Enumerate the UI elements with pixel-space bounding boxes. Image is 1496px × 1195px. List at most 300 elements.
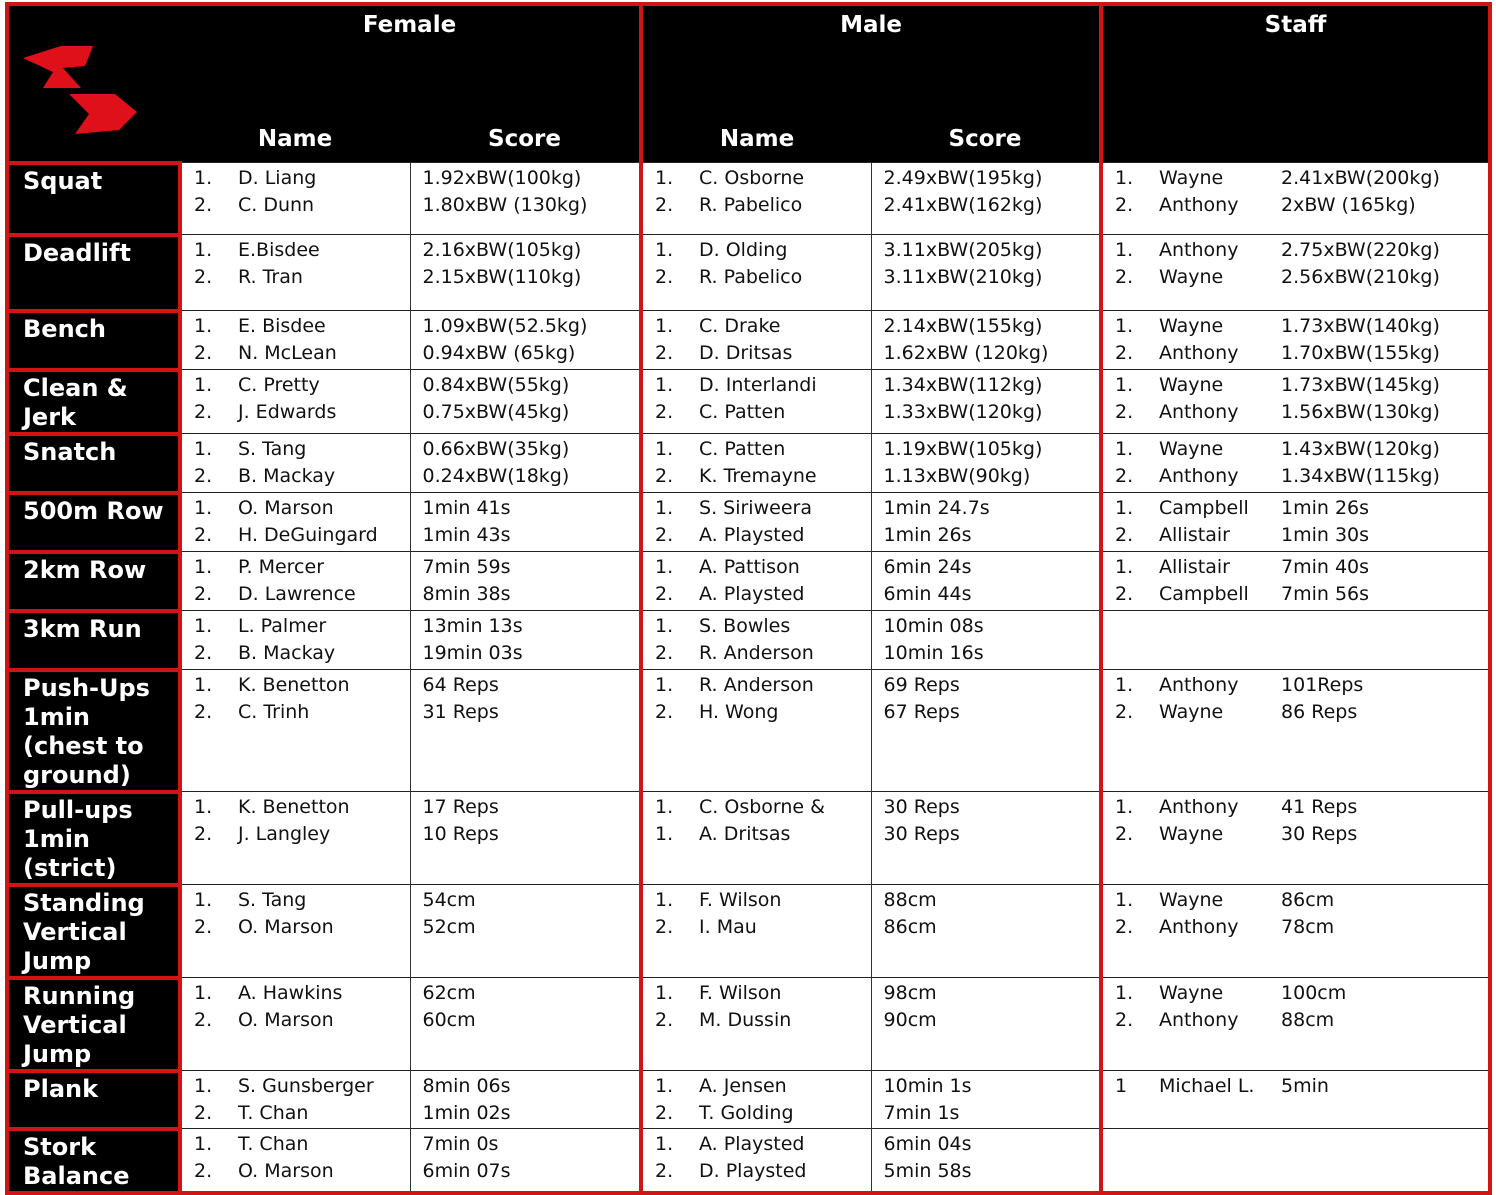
rank-number: 2. <box>194 916 213 938</box>
staff-score: 86cm <box>1281 889 1335 911</box>
athlete-score: 88cm <box>883 889 937 911</box>
list-item <box>643 821 871 848</box>
female-name-cell <box>180 493 410 552</box>
staff-score: 2.75xBW(220kg) <box>1281 239 1440 261</box>
staff-group-header: Staff <box>1101 4 1490 163</box>
athlete-name: C. Pretty <box>238 374 320 396</box>
staff-name: Wayne <box>1159 374 1224 396</box>
category-cell <box>7 235 180 311</box>
athlete-score: 52cm <box>422 916 476 938</box>
athlete-score: 6min 24s <box>883 556 972 578</box>
athlete-score: 6min 07s <box>422 1160 511 1182</box>
athlete-score: 0.84xBW(55kg) <box>422 374 570 396</box>
category-label: ground) <box>23 760 131 789</box>
list-item <box>872 672 1100 699</box>
rank-number: 1. <box>1115 167 1134 189</box>
rank-number: 1. <box>194 982 213 1004</box>
rank-number: 2. <box>655 1160 674 1182</box>
list-item <box>411 887 640 914</box>
female-score-cell <box>410 370 641 434</box>
table-row <box>7 792 1490 885</box>
list-item <box>182 1131 410 1158</box>
athlete-name: T. Chan <box>238 1102 309 1124</box>
female-name-cell <box>180 552 410 611</box>
rank-number: 1. <box>1115 239 1134 261</box>
staff-cell <box>1101 370 1490 434</box>
staff-score: 78cm <box>1281 916 1335 938</box>
athlete-score: 7min 1s <box>883 1102 960 1124</box>
female-name-cell <box>180 1071 410 1129</box>
list-item <box>643 699 871 726</box>
athlete-name: R. Tran <box>238 266 303 288</box>
staff-score: 7min 56s <box>1281 583 1370 605</box>
athlete-score: 0.24xBW(18kg) <box>422 465 570 487</box>
athlete-name: O. Marson <box>238 497 334 519</box>
athlete-score: 3.11xBW(210kg) <box>883 266 1043 288</box>
athlete-name: C. Drake <box>699 315 781 337</box>
athlete-name: A. Pattison <box>699 556 800 578</box>
list-item <box>411 463 640 490</box>
rank-number: 2. <box>194 1102 213 1124</box>
category-label: 2km Row <box>23 555 147 584</box>
athlete-name: L. Palmer <box>238 615 327 637</box>
category-cell <box>7 311 180 370</box>
rank-number: 1. <box>194 674 213 696</box>
athlete-score: 1min 41s <box>422 497 511 519</box>
list-item <box>1103 581 1488 608</box>
athlete-score: 8min 06s <box>422 1075 511 1097</box>
list-item <box>182 1073 410 1100</box>
staff-cell <box>1101 1071 1490 1129</box>
category-cell <box>7 552 180 611</box>
staff-cell <box>1101 885 1490 978</box>
staff-name: Anthony <box>1159 465 1239 487</box>
rank-number: 2. <box>194 583 213 605</box>
list-item <box>1103 1007 1488 1034</box>
staff-cell <box>1101 1129 1490 1193</box>
athlete-name: N. McLean <box>238 342 337 364</box>
athlete-score: 5min 58s <box>883 1160 972 1182</box>
rank-number: 1. <box>655 374 674 396</box>
staff-score: 1.34xBW(115kg) <box>1281 465 1440 487</box>
athlete-name: A. Playsted <box>699 1133 805 1155</box>
list-item <box>643 794 871 821</box>
list-item <box>872 1100 1100 1127</box>
list-item <box>182 522 410 549</box>
list-item <box>411 1158 640 1185</box>
rank-number: 1. <box>194 497 213 519</box>
category-label: Clean & <box>23 373 128 402</box>
rank-number: 2. <box>194 701 213 723</box>
staff-name: Anthony <box>1159 674 1239 696</box>
list-item <box>1103 554 1488 581</box>
list-item <box>182 313 410 340</box>
list-item <box>643 340 871 367</box>
table-row <box>7 552 1490 611</box>
list-item <box>1103 821 1488 848</box>
athlete-name: A. Hawkins <box>238 982 343 1004</box>
rank-number: 1. <box>1115 497 1134 519</box>
list-item <box>872 581 1100 608</box>
list-item <box>1103 914 1488 941</box>
athlete-name: D. Interlandi <box>699 374 817 396</box>
rank-number: 1. <box>655 889 674 911</box>
rank-number: 1. <box>194 315 213 337</box>
list-item <box>182 165 410 192</box>
list-item <box>182 914 410 941</box>
list-item <box>182 640 410 667</box>
staff-cell <box>1101 670 1490 792</box>
female-score-cell <box>410 1071 641 1129</box>
staff-name: Campbell <box>1159 583 1249 605</box>
rank-number: 2. <box>1115 342 1134 364</box>
list-item <box>872 313 1100 340</box>
list-item <box>643 372 871 399</box>
category-label: Pull-ups <box>23 795 133 824</box>
athlete-score: 1.13xBW(90kg) <box>883 465 1031 487</box>
table-row <box>7 163 1490 235</box>
list-item <box>182 495 410 522</box>
list-item <box>1103 980 1488 1007</box>
athlete-score: 0.94xBW (65kg) <box>422 342 576 364</box>
athlete-name: T. Golding <box>699 1102 794 1124</box>
athlete-score: 1min 43s <box>422 524 511 546</box>
table-row <box>7 670 1490 792</box>
list-item <box>643 672 871 699</box>
athlete-score: 90cm <box>883 1009 937 1031</box>
athlete-name: F. Wilson <box>699 982 782 1004</box>
male-name-cell <box>641 885 871 978</box>
athlete-score: 2.41xBW(162kg) <box>883 194 1043 216</box>
list-item <box>411 794 640 821</box>
staff-name: Anthony <box>1159 342 1239 364</box>
female-score-cell <box>410 885 641 978</box>
athlete-name: B. Mackay <box>238 642 336 664</box>
male-name-cell <box>641 370 871 434</box>
athlete-name: O. Marson <box>238 1009 334 1031</box>
category-cell <box>7 1129 180 1193</box>
athlete-score: 31 Reps <box>422 701 499 723</box>
list-item <box>411 436 640 463</box>
list-item <box>872 495 1100 522</box>
list-item <box>643 1131 871 1158</box>
staff-score: 1.56xBW(130kg) <box>1281 401 1440 423</box>
list-item <box>1103 672 1488 699</box>
female-name-cell <box>180 235 410 311</box>
rank-number: 1. <box>1115 796 1134 818</box>
athlete-name: A. Jensen <box>699 1075 787 1097</box>
rank-number: 1. <box>655 674 674 696</box>
table-row <box>7 493 1490 552</box>
staff-score: 1min 26s <box>1281 497 1370 519</box>
list-item <box>182 980 410 1007</box>
list-item <box>411 372 640 399</box>
athlete-name: S. Bowles <box>699 615 791 637</box>
rank-number: 1. <box>1115 315 1134 337</box>
table-row <box>7 235 1490 311</box>
athlete-name: E.Bisdee <box>238 239 320 261</box>
list-item <box>643 554 871 581</box>
rank-number: 2. <box>194 465 213 487</box>
rank-number: 2. <box>1115 194 1134 216</box>
athlete-name: C. Osborne & <box>699 796 825 818</box>
female-score-cell <box>410 493 641 552</box>
female-score-cell <box>410 235 641 311</box>
rank-number: 2. <box>1115 401 1134 423</box>
rank-number: 1. <box>194 796 213 818</box>
athlete-score: 10 Reps <box>422 823 499 845</box>
rank-number: 1. <box>1115 374 1134 396</box>
staff-cell <box>1101 493 1490 552</box>
list-item <box>411 522 640 549</box>
records-table <box>5 2 1492 1195</box>
rank-number: 1. <box>194 438 213 460</box>
athlete-score: 7min 0s <box>422 1133 499 1155</box>
category-cell <box>7 978 180 1071</box>
category-cell <box>7 885 180 978</box>
list-item <box>643 192 871 219</box>
athlete-score: 2.14xBW(155kg) <box>883 315 1043 337</box>
athlete-name: D. Lawrence <box>238 583 356 605</box>
list-item <box>411 640 640 667</box>
list-item <box>1103 794 1488 821</box>
athlete-name: S. Tang <box>238 438 307 460</box>
list-item <box>872 522 1100 549</box>
athlete-name: A. Playsted <box>699 524 805 546</box>
athlete-score: 7min 59s <box>422 556 511 578</box>
list-item <box>1103 313 1488 340</box>
list-item <box>1103 372 1488 399</box>
athlete-score: 2.15xBW(110kg) <box>422 266 582 288</box>
rank-number: 1. <box>655 239 674 261</box>
male-score-cell <box>871 1129 1101 1193</box>
category-label: 500m Row <box>23 496 164 525</box>
list-item <box>643 436 871 463</box>
male-score-cell <box>871 163 1101 235</box>
staff-cell <box>1101 792 1490 885</box>
rank-number: 2. <box>1115 583 1134 605</box>
list-item <box>643 887 871 914</box>
male-score-cell <box>871 552 1101 611</box>
rank-number: 2. <box>655 266 674 288</box>
female-score-cell <box>410 311 641 370</box>
rank-number: 2. <box>1115 1009 1134 1031</box>
list-item <box>872 699 1100 726</box>
list-item <box>872 192 1100 219</box>
male-name-cell <box>641 978 871 1071</box>
male-name-header: Name <box>641 116 871 163</box>
rank-number: 2. <box>655 583 674 605</box>
list-item <box>872 794 1100 821</box>
athlete-name: S. Gunsberger <box>238 1075 374 1097</box>
staff-name: Wayne <box>1159 701 1224 723</box>
athlete-score: 1.62xBW (120kg) <box>883 342 1049 364</box>
male-score-cell <box>871 978 1101 1071</box>
list-item <box>182 554 410 581</box>
rank-number: 2. <box>655 342 674 364</box>
rank-number: 2. <box>194 401 213 423</box>
rank-number: 2. <box>194 342 213 364</box>
female-score-cell <box>410 552 641 611</box>
category-cell <box>7 163 180 235</box>
athlete-score: 13min 13s <box>422 615 523 637</box>
athlete-score: 1min 26s <box>883 524 972 546</box>
athlete-name: C. Dunn <box>238 194 315 216</box>
female-name-cell <box>180 611 410 670</box>
rank-number: 2. <box>655 465 674 487</box>
list-item <box>643 522 871 549</box>
list-item <box>1103 399 1488 426</box>
staff-score: 1.73xBW(140kg) <box>1281 315 1440 337</box>
rank-number: 1. <box>655 315 674 337</box>
category-label: Vertical <box>23 917 127 946</box>
athlete-name: D. Playsted <box>699 1160 807 1182</box>
list-item <box>872 463 1100 490</box>
rank-number: 1. <box>194 1133 213 1155</box>
staff-name: Anthony <box>1159 239 1239 261</box>
list-item <box>411 914 640 941</box>
athlete-score: 17 Reps <box>422 796 499 818</box>
athlete-score: 69 Reps <box>883 674 960 696</box>
staff-score: 1.73xBW(145kg) <box>1281 374 1440 396</box>
male-score-cell <box>871 670 1101 792</box>
staff-score: 41 Reps <box>1281 796 1358 818</box>
rank-number: 1. <box>194 374 213 396</box>
female-score-header: Score <box>410 116 641 163</box>
rank-number: 1. <box>655 438 674 460</box>
athlete-score: 1.19xBW(105kg) <box>883 438 1043 460</box>
female-score-cell <box>410 163 641 235</box>
list-item <box>872 914 1100 941</box>
table-row <box>7 434 1490 493</box>
athlete-name: R. Anderson <box>699 674 814 696</box>
athlete-name: F. Wilson <box>699 889 782 911</box>
category-cell <box>7 370 180 434</box>
athlete-name: J. Edwards <box>238 401 337 423</box>
male-score-cell <box>871 434 1101 493</box>
list-item <box>643 237 871 264</box>
list-item <box>643 640 871 667</box>
rank-number: 1. <box>194 556 213 578</box>
staff-score: 1.43xBW(120kg) <box>1281 438 1440 460</box>
staff-name: Wayne <box>1159 889 1224 911</box>
athlete-name: D. Olding <box>699 239 788 261</box>
rank-number: 2. <box>1115 524 1134 546</box>
staff-score: 1min 30s <box>1281 524 1370 546</box>
list-item <box>411 699 640 726</box>
list-item <box>643 495 871 522</box>
staff-score: 1.70xBW(155kg) <box>1281 342 1440 364</box>
list-item <box>411 1100 640 1127</box>
list-item <box>643 914 871 941</box>
list-item <box>1103 237 1488 264</box>
male-score-cell <box>871 311 1101 370</box>
rank-number: 1. <box>655 823 674 845</box>
rank-number: 1. <box>655 167 674 189</box>
athlete-name: D. Liang <box>238 167 317 189</box>
athlete-name: C. Osborne <box>699 167 805 189</box>
athlete-name: O. Marson <box>238 916 334 938</box>
rank-number: 2. <box>194 266 213 288</box>
staff-cell <box>1101 611 1490 670</box>
category-label: 1min <box>23 702 91 731</box>
rank-number: 2. <box>655 401 674 423</box>
table-row <box>7 978 1490 1071</box>
category-cell <box>7 1071 180 1129</box>
list-item <box>182 1100 410 1127</box>
category-label: 1min <box>23 824 91 853</box>
list-item <box>643 1007 871 1034</box>
athlete-score: 54cm <box>422 889 476 911</box>
athlete-score: 1.80xBW (130kg) <box>422 194 588 216</box>
staff-name: Wayne <box>1159 438 1224 460</box>
athlete-score: 1.92xBW(100kg) <box>422 167 582 189</box>
rank-number: 1. <box>655 982 674 1004</box>
logo-cell <box>7 4 180 163</box>
athlete-score: 1.34xBW(112kg) <box>883 374 1043 396</box>
staff-name: Wayne <box>1159 315 1224 337</box>
rank-number: 1. <box>1115 982 1134 1004</box>
athlete-name: K. Benetton <box>238 674 350 696</box>
rank-number: 1. <box>655 1133 674 1155</box>
red-arrows-logo-icon <box>23 46 139 138</box>
athlete-score: 1min 02s <box>422 1102 511 1124</box>
male-score-cell <box>871 235 1101 311</box>
list-item <box>182 1158 410 1185</box>
list-item <box>1103 887 1488 914</box>
list-item <box>182 794 410 821</box>
athlete-name: R. Pabelico <box>699 266 803 288</box>
list-item <box>182 672 410 699</box>
male-name-cell <box>641 493 871 552</box>
list-item <box>643 463 871 490</box>
list-item <box>411 1073 640 1100</box>
staff-name: Campbell <box>1159 497 1249 519</box>
category-label: Balance <box>23 1161 130 1190</box>
athlete-name: K. Benetton <box>238 796 350 818</box>
athlete-name: H. Wong <box>699 701 779 723</box>
table-row <box>7 370 1490 434</box>
rank-number: 2. <box>655 1009 674 1031</box>
male-name-cell <box>641 670 871 792</box>
male-name-cell <box>641 552 871 611</box>
male-score-cell <box>871 792 1101 885</box>
category-label: Jerk <box>23 402 77 431</box>
athlete-name: D. Dritsas <box>699 342 793 364</box>
list-item <box>872 980 1100 1007</box>
athlete-score: 30 Reps <box>883 823 960 845</box>
list-item <box>411 264 640 291</box>
list-item <box>872 1073 1100 1100</box>
list-item <box>1103 340 1488 367</box>
category-label: Squat <box>23 166 103 195</box>
list-item <box>872 340 1100 367</box>
athlete-score: 10min 16s <box>883 642 984 664</box>
athlete-score: 67 Reps <box>883 701 960 723</box>
athlete-name: C. Patten <box>699 438 786 460</box>
athlete-name: E. Bisdee <box>238 315 326 337</box>
rank-number: 1. <box>655 1075 674 1097</box>
rank-number: 2. <box>194 524 213 546</box>
female-name-cell <box>180 885 410 978</box>
category-label: Jump <box>23 946 92 975</box>
category-label: Bench <box>23 314 106 343</box>
athlete-name: R. Anderson <box>699 642 814 664</box>
list-item <box>411 581 640 608</box>
rank-number: 2. <box>1115 465 1134 487</box>
rank-number: 1. <box>1115 674 1134 696</box>
athlete-score: 86cm <box>883 916 937 938</box>
